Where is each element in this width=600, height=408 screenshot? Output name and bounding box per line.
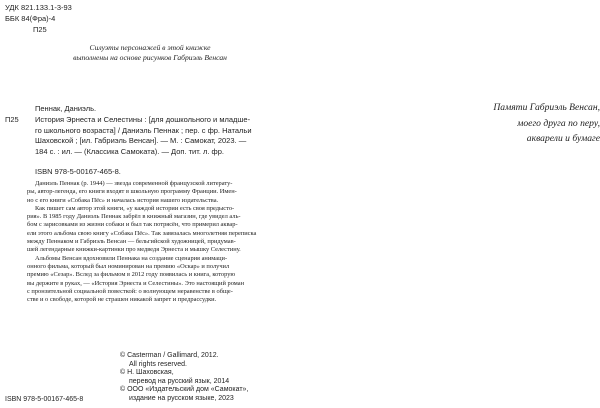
copyright-line: © ООО «Издательский дом «Самокат», [120,386,249,394]
silhouettes-line-1: Силуэты персонажей в этой книжке [89,43,211,52]
annotation-line: шей легендарные книжки-картинки про медведя Эрнеста и мышку Селестину. [27,246,241,254]
biblio-line: История Эрнеста и Селестины : [для дошкольного и младше- [35,114,251,124]
annotation-line: Как пишет сам автор этой книги, «у каждой истории есть своя предысто- [35,204,235,212]
annotation-line: бом с зарисовками из жизни собаки и был так потрясён, что примерил аквар- [27,221,238,229]
annotation-line: но с его книги «Собака Пёс» и началась история нашего издательства. [27,196,219,204]
annotation-line: с пронзительной социальной повесткой: о волнующем неравенстве в обще- [27,287,233,295]
isbn-main: ISBN 978-5-00167-465-8. [35,167,121,176]
dedication-line-2: моего друга по перу, [517,117,600,129]
udk-block [5,2,72,35]
annotation-line: ели этого альбома свою книгу «Собака Пёс». Так завязалась многолетняя переписка [27,229,257,237]
annotation-line: онного фильма, который был номинирован на премию «Оскар» и получил [27,262,230,270]
annotation-line: Даниэль Пеннак (р. 1944) — звезда современной французской литерату- [35,180,233,187]
biblio-line: го школьного возраста] / Даниэль Пеннак ; пер. с фр. Натальи [35,125,252,135]
isbn-bottom: ISBN 978-5-00167-465-8 [5,396,84,403]
dedication-line-3: акварели и бумаге [526,133,600,144]
biblio-line: 184 с. : ил. — (Классика Самоката). — Доп. тит. л. фр. [35,147,224,157]
annotation-line: премию «Сезар». Вслед за фильмом в 2012 году появилась и книга, которую [27,271,236,279]
annotation-line: между Пеннаком и Габриэль Венсан — бельгийской художницей, придумав- [27,238,236,246]
biblio-author: Пеннак, Даниэль. [35,104,97,113]
copyright-block [120,352,248,404]
annotation-line: рия». В 1985 году Даниэль Пеннак забрёл в книжный магазин, где увидел аль- [27,213,241,221]
copyright-line: All rights reserved. [129,360,187,368]
copyright-line: перевод на русский язык, 2014 [129,377,230,385]
annotation-line: вы держите в руках, — «История Эрнеста и Селестины». Это настоящий роман [27,279,245,287]
silhouettes-note [50,43,250,63]
biblio-mark: П25 [5,114,19,124]
bibliographic-record [5,104,267,158]
annotation-line: стве и о свободе, которой не страшен никакой запрет и предрассудки. [27,296,217,304]
annotation-line: ры, автор-легенда, его книги входят в школьную программу Франции. Имен- [27,188,237,196]
udk-code: УДК 821.133.1-3-93 [5,3,72,12]
copyright-line: издание на русском языке, 2023 [129,394,234,402]
annotation [27,180,265,304]
annotation-line: Альбомы Венсан вдохновили Пеннака на создание сценария анимаци- [35,254,228,262]
copyright-line: © Н. Шаховская, [120,369,174,377]
bbk-code: ББК 84(Фра)-4 [5,14,56,23]
copyright-line: © Casterman / Gallimard, 2012. [120,352,219,359]
silhouettes-line-2: выполнены на основе рисунков Габриэль Венсан [73,53,227,62]
author-mark: П25 [33,25,47,34]
dedication-line-1: Памяти Габриэль Венсан, [493,102,600,113]
dedication [440,100,600,147]
biblio-line: Шаховской ; [ил. Габриэль Венсан]. — М. : Самокат, 2023. — [35,136,247,146]
